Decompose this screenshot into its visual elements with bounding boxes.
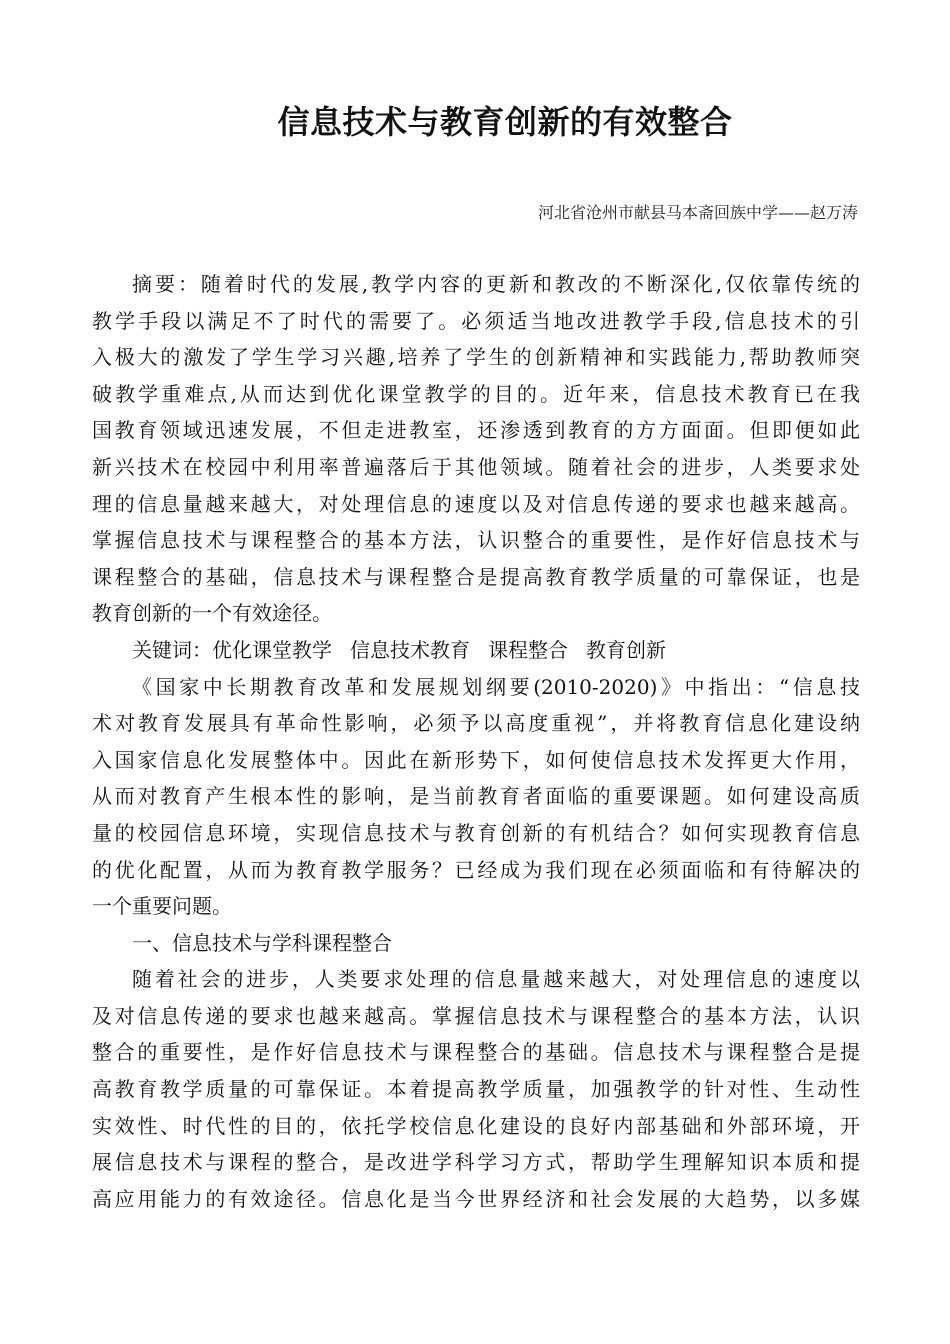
section-heading: 一、信息技术与学科课程整合	[132, 930, 392, 955]
keyword: 信息技术教育	[350, 637, 470, 662]
text-line: 课程整合的基础，信息技术与课程整合是提高教育教学质量的可靠保证，也是	[92, 564, 860, 589]
text-line: 掌握信息技术与课程整合的基本方法，认识整合的重要性，是作好信息技术与	[92, 528, 860, 553]
keyword: 教育创新	[586, 637, 666, 662]
text-line: 高应用能力的有效途径。信息化是当今世界经济和社会发展的大趋势，以多媒	[92, 1186, 860, 1211]
keyword: 优化课堂教学	[212, 637, 332, 662]
intro-paragraph	[92, 669, 860, 925]
text-line: 术对教育发展具有革命性影响，必须予以高度重视”，并将教育信息化建设纳	[92, 711, 860, 736]
document-body	[92, 266, 860, 1217]
document-title: 信息技术与教育创新的有效整合	[277, 103, 733, 141]
keywords-label: 关键词：	[132, 637, 212, 662]
text-line: 展信息技术与课程的整合，是改进学科学习方式，帮助学生理解知识本质和提	[92, 1150, 860, 1175]
text-line: 新兴技术在校园中利用率普遍落后于其他领域。随着社会的进步，人类要求处	[92, 454, 860, 479]
text-line: 入国家信息化发展整体中。因此在新形势下，如何使信息技术发挥更大作用，	[92, 747, 860, 772]
text-line: 教育创新的一个有效途径。	[92, 601, 332, 626]
text-line: 高教育教学质量的可靠保证。本着提高教学质量，加强教学的针对性、生动性	[92, 1077, 860, 1102]
text-line: 整合的重要性，是作好信息技术与课程整合的基础。信息技术与课程整合是提	[92, 1040, 860, 1065]
text-line: 《国家中长期教育改革和发展规划纲要(2010-2020)》中指出：“信息技	[132, 674, 860, 699]
text-line: 从而对教育产生根本性的影响，是当前教育者面临的重要课题。如何建设高质	[92, 784, 860, 809]
text-line: 教学手段以满足不了时代的需要了。必须适当地改进教学手段,信息技术的引	[92, 308, 860, 333]
text-line: 国教育领域迅速发展，不但走进教室，还渗透到教育的方方面面。但即便如此	[92, 418, 860, 443]
text-line: 理的信息量越来越大，对处理信息的速度以及对信息传递的要求也越来越高。	[92, 491, 860, 516]
text-line: 及对信息传递的要求也越来越高。掌握信息技术与课程整合的基本方法，认识	[92, 1003, 860, 1028]
author-line: 河北省沧州市献县马本斋回族中学——赵万涛	[537, 203, 858, 222]
keyword: 课程整合	[488, 637, 568, 662]
text-line: 实效性、时代性的目的，依托学校信息化建设的良好内部基础和外部环境，开	[92, 1113, 860, 1138]
text-line: 摘要：随着时代的发展,教学内容的更新和教改的不断深化,仅依靠传统的	[132, 272, 860, 296]
text-line: 破教学重难点,从而达到优化课堂教学的目的。近年来，信息技术教育已在我	[92, 381, 860, 406]
section1-paragraph	[92, 961, 860, 1217]
text-line: 随着社会的进步，人类要求处理的信息量越来越大，对处理信息的速度以	[132, 967, 860, 992]
text-line: 量的校园信息环境，实现信息技术与教育创新的有机结合？如何实现教育信息	[92, 820, 860, 845]
keywords-line	[92, 632, 860, 669]
text-line: 入极大的激发了学生学习兴趣,培养了学生的创新精神和实践能力,帮助教师突	[92, 345, 860, 370]
abstract-paragraph	[92, 266, 860, 632]
text-line: 的优化配置，从而为教育教学服务？已经成为我们现在必须面临和有待解决的	[92, 857, 860, 882]
text-line: 一个重要问题。	[92, 894, 232, 919]
